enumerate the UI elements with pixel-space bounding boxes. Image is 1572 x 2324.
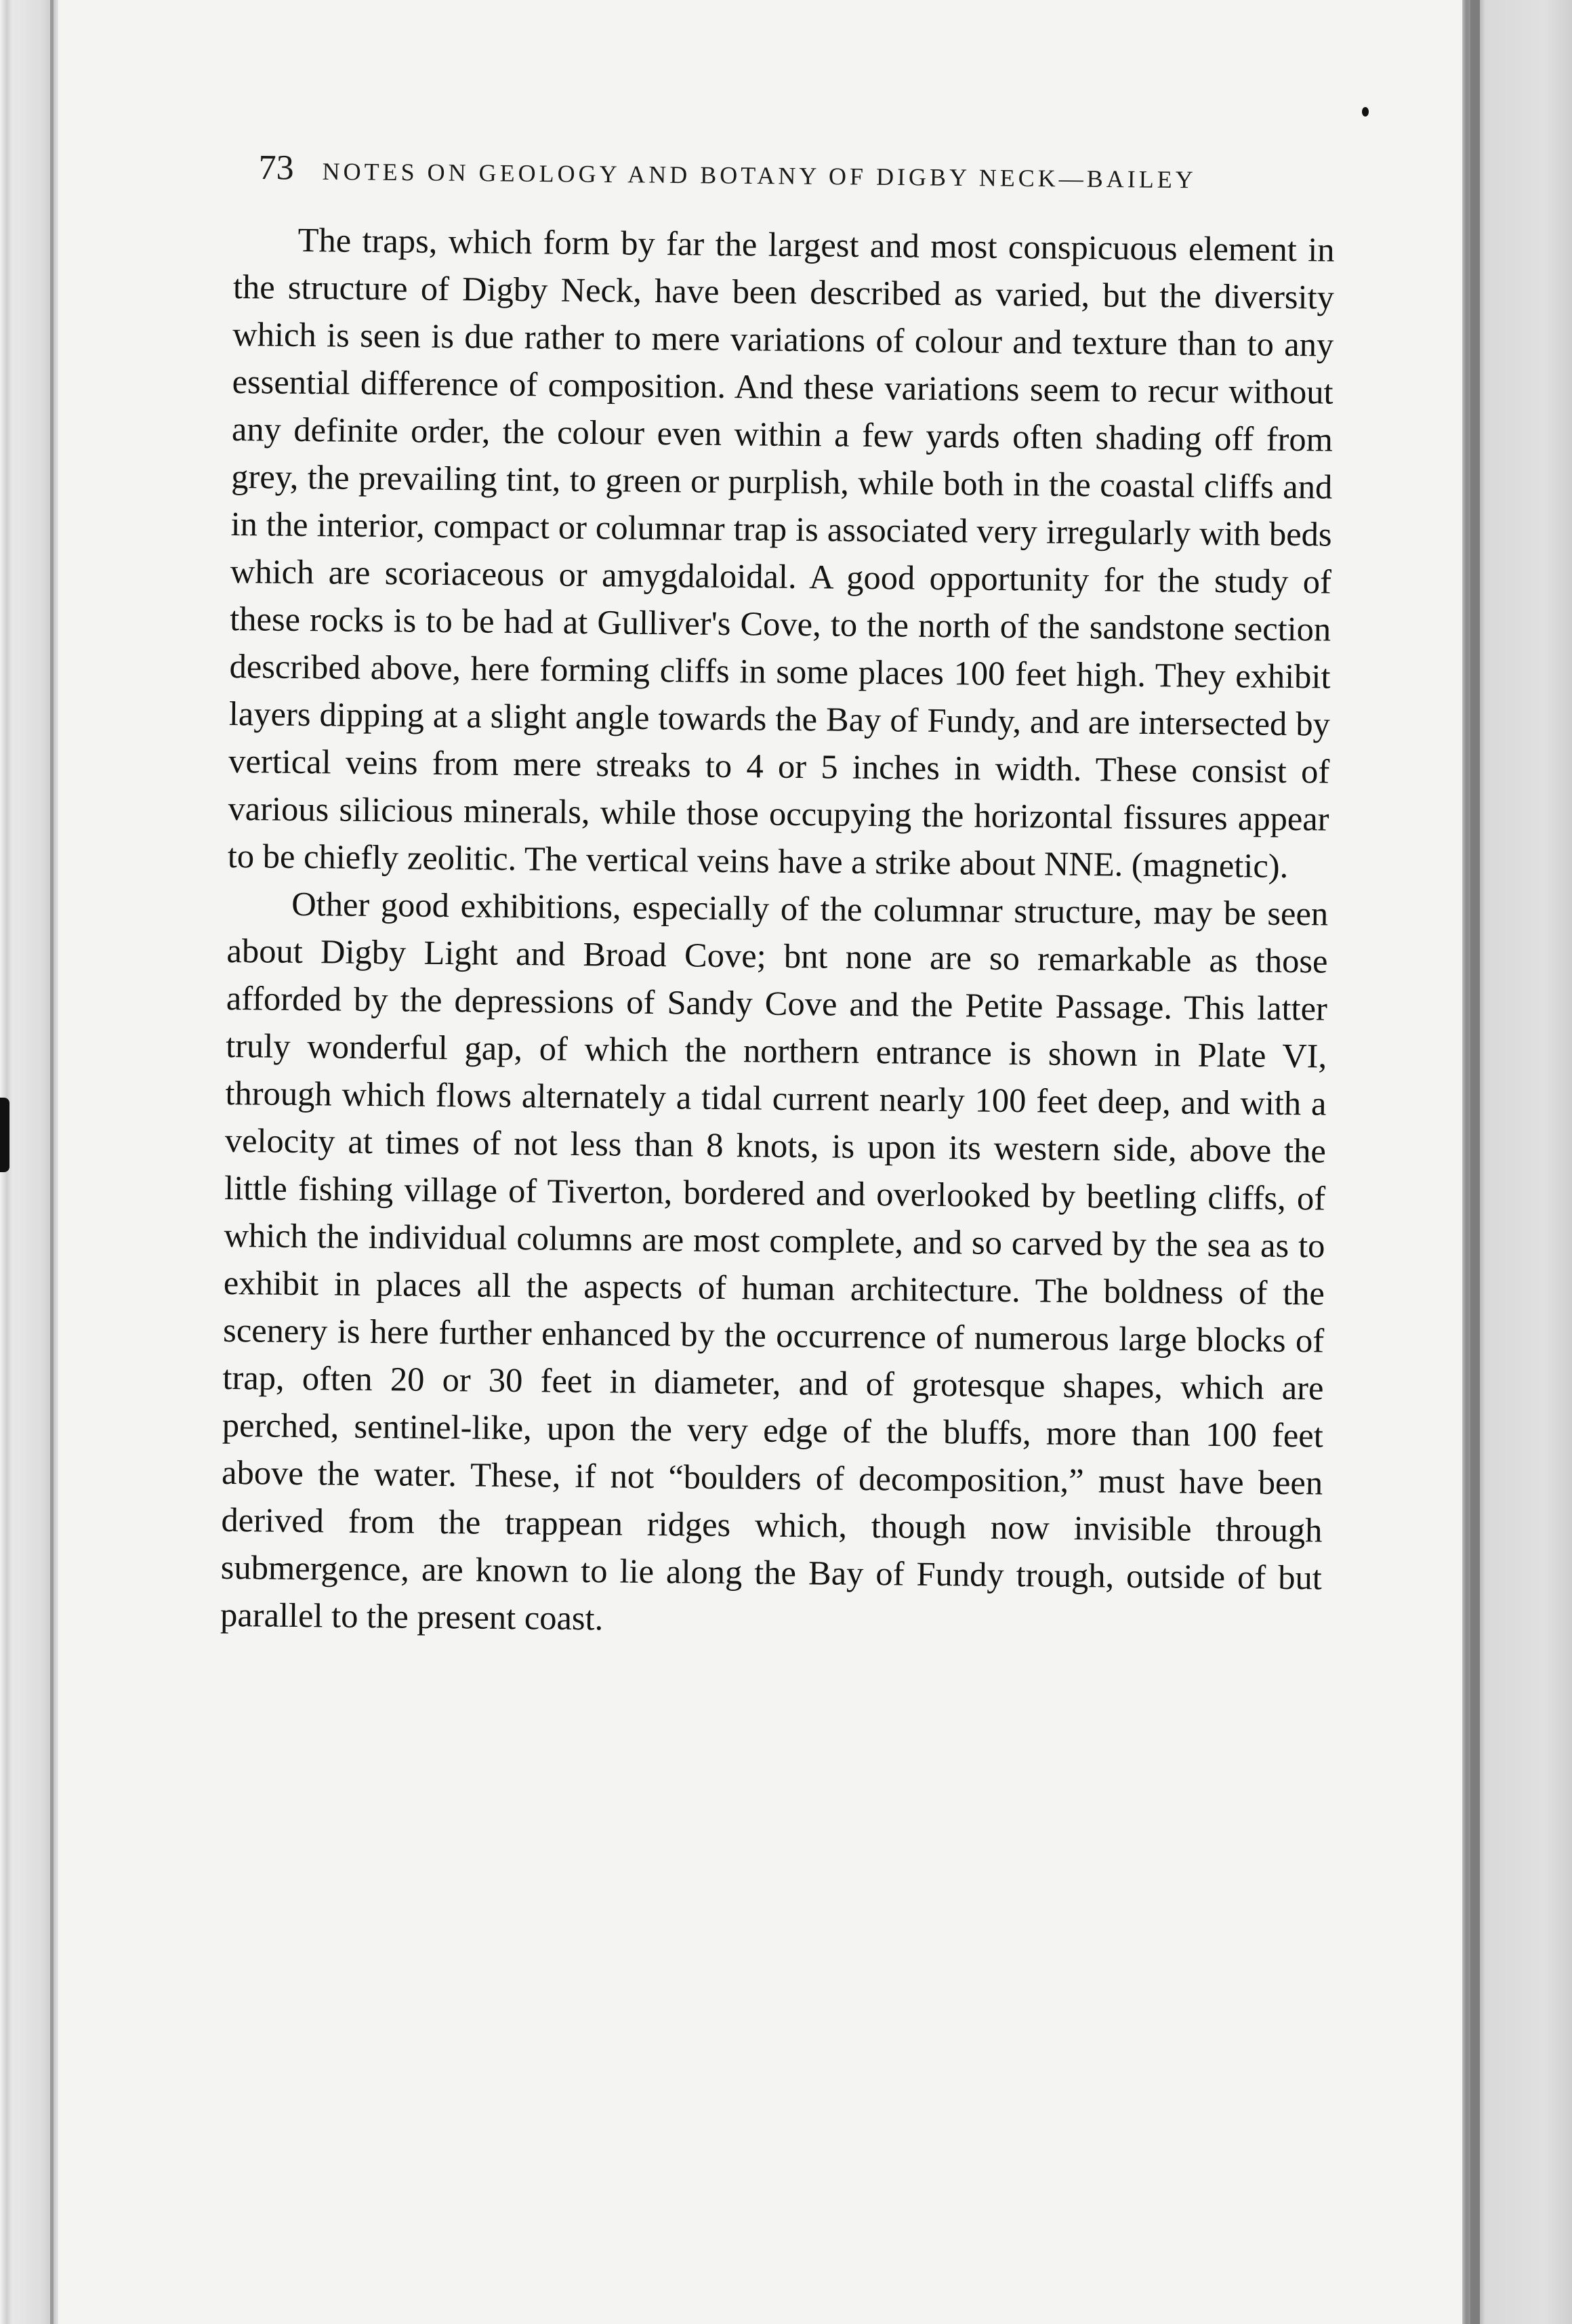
binding-notch xyxy=(0,1098,9,1172)
running-title: NOTES ON GEOLOGY AND BOTANY OF DIGBY NECK—BAILEY xyxy=(322,157,1197,194)
paragraph-traps: The traps, which form by far the largest and most conspicuous element in the structure of Digby Neck, have been described as varied, but the diversity which is seen is due rather to mere variations of colour and texture than to any essential difference of composition. And these variations seem to recur without any definite order, the colour even within a few yards often shading off from grey, the prevailing tint, to green or purplish, while both in the coastal cliffs and in the interior, compact or columnar trap is associated very irregularly with beds which are scoriaceous or amygdaloidal. A good opportunity for the study of these rocks is to be had at Gulliver's Cove, to the north of the sandstone section described above, here forming cliffs in some places 100 feet high. They exhibit layers dipping at a slight angle towards the Bay of Fundy, and are intersected by vertical veins from mere streaks to 4 or 5 inches in width. These consist of various silicious minerals, while those occupying the horizontal fissures appear to be chiefly zeolitic. The vertical veins have a strike about NNE. (magnetic). xyxy=(227,220,1335,885)
right-binding-shadow xyxy=(1470,0,1480,2324)
page-number: 73 xyxy=(258,148,294,188)
left-binding-shadow xyxy=(50,0,54,2324)
paragraph-columnar-structure: Other good exhibitions, especially of the columnar structure, may be seen about Digby Light and Broad Cove; bnt none are so remarkable as those afforded by the depressions of Sandy Cove and the Petite Passage. This latter truly wonderful gap, of which the northern entrance is shown in Plate VI, through which flows alternately a tidal current nearly 100 feet deep, and with a velocity at times of not less than 8 knots, is upon its western side, above the little fishing village of Tiverton, bordered and overlooked by beetling cliffs, of which the individual columns are most complete, and so carved by the sea as to exhibit in places all the aspects of human architecture. The boldness of the scenery is here further enhanced by the occurrence of numerous large blocks of trap, often 20 or 30 feet in diameter, and of grotesque shapes, which are perched, sentinel-like, upon the very edge of the bluffs, more than 100 feet above the water. These, if not “boulders of decomposition,” must have been derived from the trappean ridges which, though now invisible through submergence, are known to lie along the Bay of Fundy trough, outside of but parallel to the present coast. xyxy=(220,884,1329,1638)
body-text xyxy=(220,215,1335,1649)
ink-speck xyxy=(1362,107,1369,117)
